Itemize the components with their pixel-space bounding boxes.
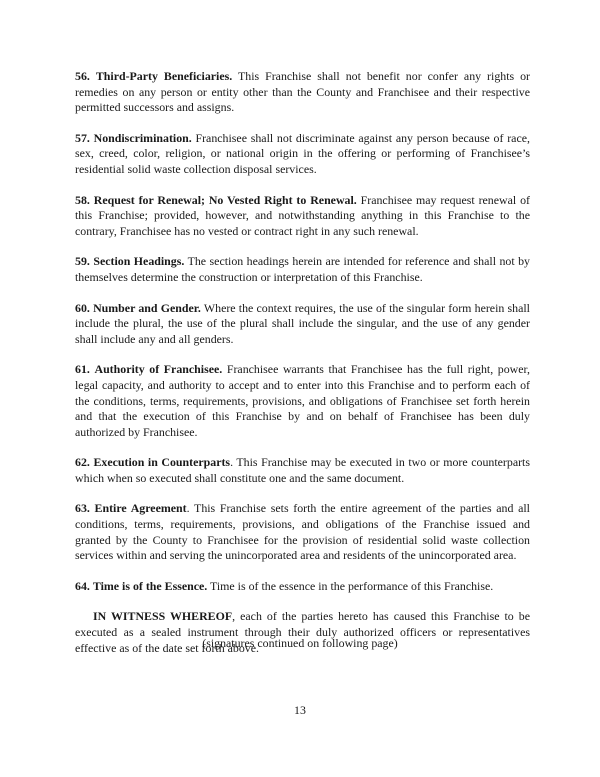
section-number: 60. — [75, 300, 90, 315]
witness-heading: IN WITNESS WHEREOF — [93, 609, 233, 624]
section-heading: Time is of the Essence. — [92, 578, 208, 593]
section-heading: Execution in Counterparts — [93, 455, 231, 470]
page-number: 13 — [294, 703, 306, 717]
section-61 — [75, 362, 530, 440]
section-body: . This Franchise may be executed in two or more counterparts which when so executed shall constitute one and the same document. — [75, 455, 530, 485]
section-number: 62. — [75, 455, 90, 470]
section-57 — [75, 131, 530, 178]
section-heading: Section Headings. — [93, 254, 185, 269]
section-body: This Franchise shall not benefit nor confer any rights or remedies on any person or entity other than the County and Franchisee and their respective permitted successors and assigns. — [75, 69, 530, 115]
section-heading: Entire Agreement — [94, 501, 187, 516]
section-heading: Number and Gender. — [93, 300, 201, 315]
section-heading: Authority of Franchisee. — [94, 362, 223, 377]
signatures-continued-note: (signatures continued on following page) — [202, 636, 398, 650]
section-body: . This Franchise sets forth the entire agreement of the parties and all conditions, terms, requirements, provisions, and obligations of the Franchise issued and granted by the County to Franchisee for the provision of residential solid waste collection services within and serving the unincorporated area and residents of the unincorporated area. — [75, 501, 530, 563]
section-64 — [75, 579, 530, 595]
section-number: 56. — [75, 69, 90, 83]
section-number: 59. — [75, 254, 90, 269]
section-58 — [75, 193, 530, 240]
section-59 — [75, 254, 530, 285]
section-number: 58. — [75, 192, 90, 207]
section-heading: Request for Renewal; No Vested Right to Renewal. — [93, 192, 357, 207]
section-body: Franchisee may request renewal of this Franchise; provided, however, and notwithstanding anything in this Franchise to the contrary, Franchisee has no vested or contract right in any such renewal. — [75, 192, 530, 238]
witness-body: , each of the parties hereto has caused this Franchise to be executed as a sealed instrument through their duly authorized officers or representatives effective as of the date set forth above. — [75, 609, 530, 655]
section-body: Franchisee shall not discriminate against any person because of race, sex, creed, color, religion, or national origin in the offering or performing of Franchisee’s residential solid waste collection disposal services. — [75, 130, 530, 176]
section-heading: Nondiscrimination. — [93, 130, 192, 145]
section-number: 63. — [75, 501, 90, 516]
section-63 — [75, 501, 530, 563]
document-page — [75, 69, 530, 671]
section-56 — [75, 69, 530, 116]
section-body: Franchisee warrants that Franchisee has the full right, power, legal capacity, and authority to accept and to enter into this Franchise and to perform each of the conditions, terms, requirements, provisions, and obligations of Franchisee set forth herein and that the execution of this Franchise by and on behalf of Franchisee has been duly authorized by Franchisee. — [75, 362, 530, 439]
section-number: 57. — [75, 130, 90, 145]
section-62 — [75, 455, 530, 486]
section-heading: Third-Party Beneficiaries. — [95, 69, 233, 83]
section-60 — [75, 301, 530, 348]
section-body: The section headings herein are intended for reference and shall not by themselves determine the construction or interpretation of this Franchise. — [75, 254, 530, 284]
section-number: 61. — [75, 362, 90, 377]
section-body: Where the context requires, the use of the singular form herein shall include the plural, the use of the plural shall include the singular, and the use of any gender shall include any and all genders. — [75, 300, 530, 346]
section-number: 64. — [75, 578, 90, 593]
section-body: Time is of the essence in the performance of this Franchise. — [210, 578, 494, 593]
